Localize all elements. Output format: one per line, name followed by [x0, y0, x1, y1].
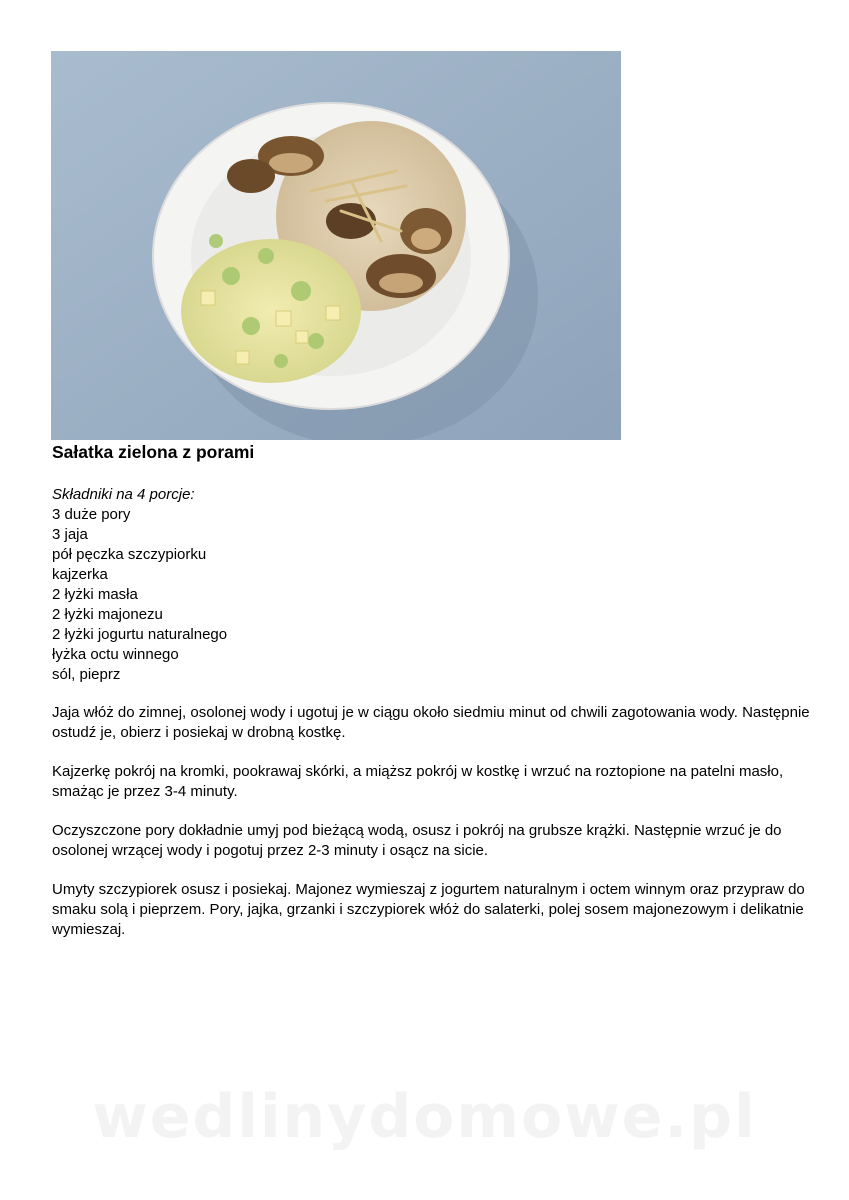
ingredient-item: 3 jaja	[52, 526, 88, 543]
ingredient-item: kajzerka	[52, 566, 108, 583]
ingredient-item: pół pęczka szczypiorku	[52, 546, 207, 563]
ingredients-label: Składniki na 4 porcje:	[52, 486, 195, 503]
ingredient-item: 2 łyżki masła	[52, 586, 138, 603]
recipe-photo	[51, 51, 621, 440]
ingredients-list	[52, 505, 227, 685]
ingredients-section	[52, 485, 227, 685]
ingredient-item: 3 duże pory	[52, 506, 131, 523]
step-paragraph: Oczyszczone pory dokładnie umyj pod bieżącą wodą, osusz i pokrój na grubsze krążki. Następnie wrzuć je do osolonej wrzącej wody i pogotuj przez 2-3 minuty i osącz na sicie.	[52, 822, 782, 859]
recipe-title: Sałatka zielona z porami	[52, 442, 255, 462]
site-watermark: wedlinydomowe.pl	[92, 1082, 757, 1152]
step-paragraph: Kajzerkę pokrój na kromki, pookrawaj skórki, a miąższ pokrój w kostkę i wrzuć na roztopione na patelni masło, smażąc je przez 3-4 minuty.	[52, 763, 784, 800]
step-paragraph: Jaja włóż do zimnej, osolonej wody i ugotuj je w ciągu około siedmiu minut od chwili zagotowania wody. Następnie ostudź je, obierz i posiekaj w drobną kostkę.	[52, 704, 810, 741]
ingredient-item: 2 łyżki jogurtu naturalnego	[52, 626, 228, 643]
step-paragraph: Umyty szczypiorek osusz i posiekaj. Majonez wymieszaj z jogurtem naturalnym i octem winnym oraz przypraw do smaku solą i pieprzem. Pory, jajka, grzanki i szczypiorek włóż do salaterki, polej sosem majonezowym i delikatnie wymieszaj.	[52, 881, 805, 938]
ingredient-item: łyżka octu winnego	[52, 646, 179, 663]
ingredient-item: sól, pieprz	[52, 666, 121, 683]
ingredient-item: 2 łyżki majonezu	[52, 606, 163, 623]
preparation-steps	[52, 703, 812, 959]
plate-illustration	[51, 51, 621, 440]
